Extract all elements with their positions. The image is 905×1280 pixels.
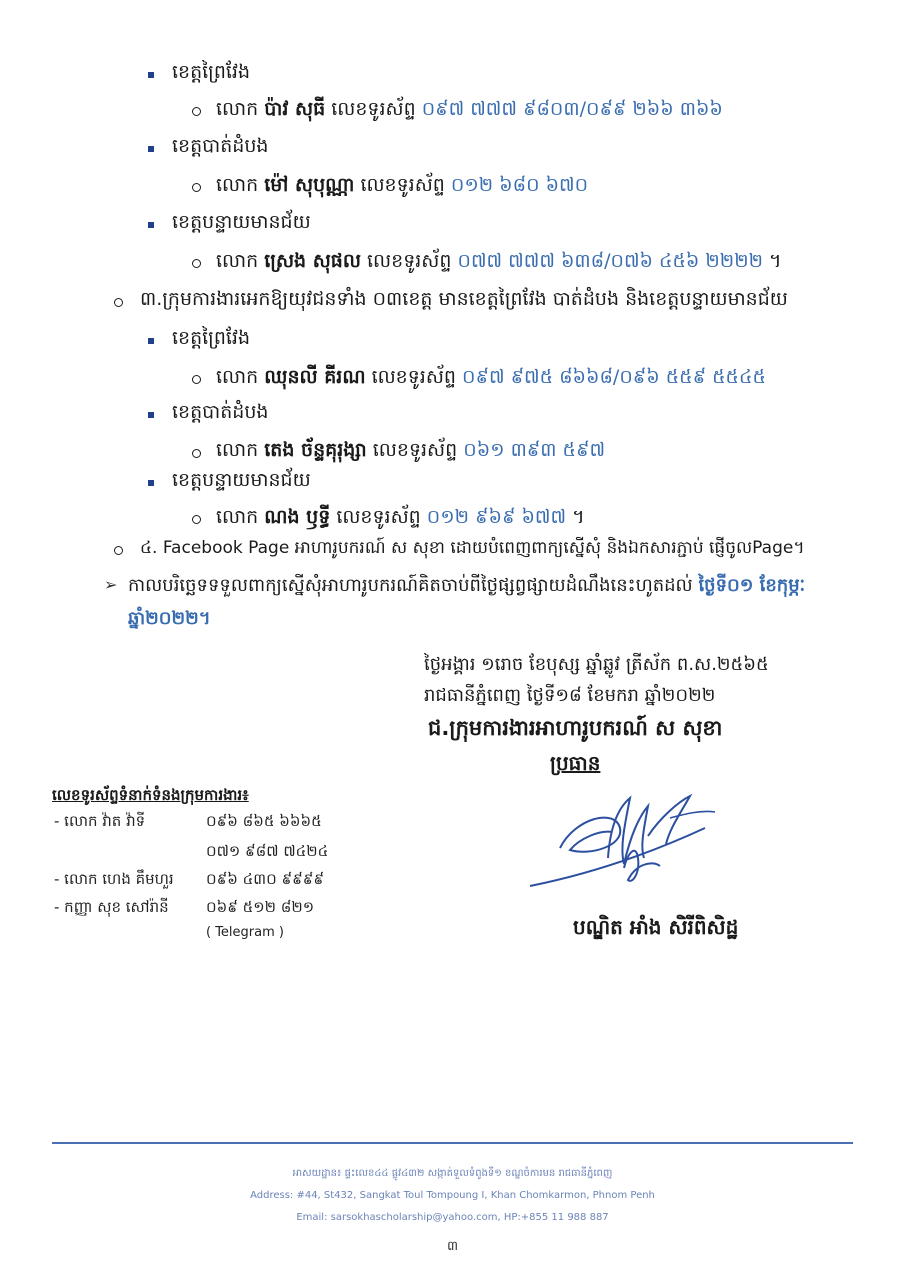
deadline-line (128, 573, 805, 600)
contact-line (216, 365, 766, 393)
contact-name: - លោក ហេង គឹមហួរ (54, 870, 174, 888)
title: លោក (216, 439, 259, 461)
title: លោក (216, 98, 259, 120)
phone-number: ០១២ ៩៦៩ ៦៧៧ (426, 506, 567, 528)
phone-number: ០៩៧ ៧៧៧ ៩៨០៣/០៩៩ ២៦៦ ៣៦៦ (421, 98, 723, 120)
phone-number: ០៩៧ ៩៧៥ ៨៦៦៨/០៩៦ ៥៥៩ ៥៥៤៥ (462, 366, 766, 388)
page-number: ៣ (446, 1239, 459, 1254)
contact-note: ( Telegram ) (206, 925, 284, 940)
person-name: ម៉ៅ សុបុណ្ណា (264, 174, 355, 196)
circle-bullet-icon (192, 183, 201, 192)
deadline-text: កាលបរិច្ឆេទទទួលពាក្យស្នើសុំអាហារូបករណ៍គិតចាប់ពីថ្ងៃផ្សព្វផ្សាយដំណឹងនេះហូតដល់ (128, 575, 693, 596)
circle-bullet-icon (114, 546, 123, 555)
contact-line (216, 249, 782, 277)
arrow-bullet-icon: ➢ (104, 575, 118, 594)
province-label: ខេត្តបន្ទាយមានជ័យ (172, 469, 311, 491)
contact-name: - កញ្ញា សុខ សៅរ៉ានី (54, 898, 169, 916)
deadline-year: ឆ្នាំ២០២២។ (128, 608, 211, 629)
sentence-end: ។ (769, 250, 782, 272)
contact-name: - លោក វ៉ាត វ៉ាទី (54, 812, 146, 830)
phone-label: លេខទូរស័ព្ទ (367, 250, 452, 272)
title: លោក (216, 174, 259, 196)
square-bullet-icon (148, 480, 154, 486)
item3-heading: ៣.ក្រុមការងារអេកឱ្យយុវជនទាំង ០៣ខេត្ត មានខេត្តព្រៃវែង បាត់ដំបង និងខេត្តបន្ទាយមានជ័យ (140, 288, 788, 310)
phone-label: លេខទូរស័ព្ទ (336, 506, 421, 528)
province-label: ខេត្តបាត់ដំបង (172, 401, 269, 423)
square-bullet-icon (148, 412, 154, 418)
contact-line (216, 173, 588, 201)
circle-bullet-icon (114, 298, 123, 307)
province-label: ខេត្តព្រៃវែង (172, 61, 251, 83)
contact-phone: ០៩៦ ៨៦៥ ៦៦៦៥ (206, 812, 322, 830)
phone-number: ០៧៧ ៧៧៧ ៦៣៨/០៧៦ ៤៥៦ ២២២២ (457, 250, 763, 272)
person-name: ណង ឫទ្ធី (264, 506, 331, 528)
circle-bullet-icon (192, 259, 201, 268)
contact-line (216, 505, 585, 533)
title: លោក (216, 506, 259, 528)
square-bullet-icon (148, 222, 154, 228)
on-behalf-title: ជ.ក្រុមការងារអាហារូបករណ៍ ស សុខា (428, 716, 723, 740)
province-label: ខេត្តព្រៃវែង (172, 327, 251, 349)
footer-divider (52, 1142, 853, 1144)
phone-number: ០១២ ៦៨០ ៦៧០ (450, 174, 589, 196)
title: លោក (216, 250, 259, 272)
contacts-heading: លេខទូរស័ព្ទទំនាក់ទំនងក្រុមការងារ៖ (52, 786, 249, 804)
contact-line (216, 438, 605, 466)
phone-label: លេខទូរស័ព្ទ (360, 174, 445, 196)
sentence-end: ។ (572, 506, 585, 528)
province-label: ខេត្តបន្ទាយមានជ័យ (172, 211, 311, 233)
item4-text: ៤. Facebook Page អាហារូបករណ៍ ស សុខា ដោយបំពេញពាក្យស្នើសុំ និងឯកសារភ្ជាប់ ផ្ញើចូលPage។ (140, 538, 805, 558)
person-name: ស្រេង សុផល (264, 250, 361, 272)
person-name: ឈុនលី គីរណ (264, 366, 366, 388)
square-bullet-icon (148, 146, 154, 152)
person-name: តេង ច័ន្ទគុរុង្សា (264, 439, 367, 461)
contact-line (216, 97, 723, 125)
footer-address-kh: អាសយដ្ឋាន៖ ផ្ទះលេខ៤៤ ផ្លូវ៤៣២ សង្កាត់ទួលទំពូងទី១ ខណ្ឌចំការមន រាជធានីភ្នំពេញ (292, 1168, 613, 1179)
square-bullet-icon (148, 72, 154, 78)
phone-label: លេខទូរស័ព្ទ (371, 366, 456, 388)
signature-image (520, 788, 720, 898)
circle-bullet-icon (192, 515, 201, 524)
person-name: ប៉ាវ សុធី (264, 98, 326, 120)
circle-bullet-icon (192, 375, 201, 384)
position-title: ប្រធាន (550, 751, 601, 775)
city-date: រាជធានីភ្នំពេញ ថ្ងៃទី១៨ ខែមករា ឆ្នាំ២០២២ (424, 685, 716, 706)
circle-bullet-icon (192, 449, 201, 458)
phone-number: ០៦១ ៣៩៣ ៥៩៧ (463, 439, 606, 461)
phone-label: លេខទូរស័ព្ទ (331, 98, 416, 120)
province-label: ខេត្តបាត់ដំបង (172, 135, 269, 157)
lunar-date: ថ្ងៃអង្គារ ១រោច ខែបុស្ស ឆ្នាំឆ្លូវ ត្រីស័ក ព.ស.២៥៦៥ (424, 654, 769, 675)
footer-email: Email: sarsokhascholarship@yahoo.com, HP:+855 11 988 887 (296, 1212, 609, 1223)
contact-phone: ០៦៩ ៥១២ ៨២១ (206, 898, 315, 916)
square-bullet-icon (148, 338, 154, 344)
contact-phone: ០៩៦ ៤៣០ ៩៩៩៩ (206, 870, 324, 888)
signatory-name: បណ្ឌិត អាំង សិរីពិសិដ្ឋ (573, 915, 739, 939)
footer-address-en: Address: #44, St432, Sangkat Toul Tompoung I, Khan Chomkarmon, Phnom Penh (250, 1190, 655, 1201)
deadline-date: ថ្ងៃទី០១ ខែកុម្ភៈ (698, 575, 806, 596)
title: លោក (216, 366, 259, 388)
phone-label: លេខទូរស័ព្ទ (372, 439, 458, 461)
circle-bullet-icon (192, 107, 201, 116)
contact-phone: ០៧១ ៩៨៧ ៧៤២៤ (206, 842, 329, 860)
